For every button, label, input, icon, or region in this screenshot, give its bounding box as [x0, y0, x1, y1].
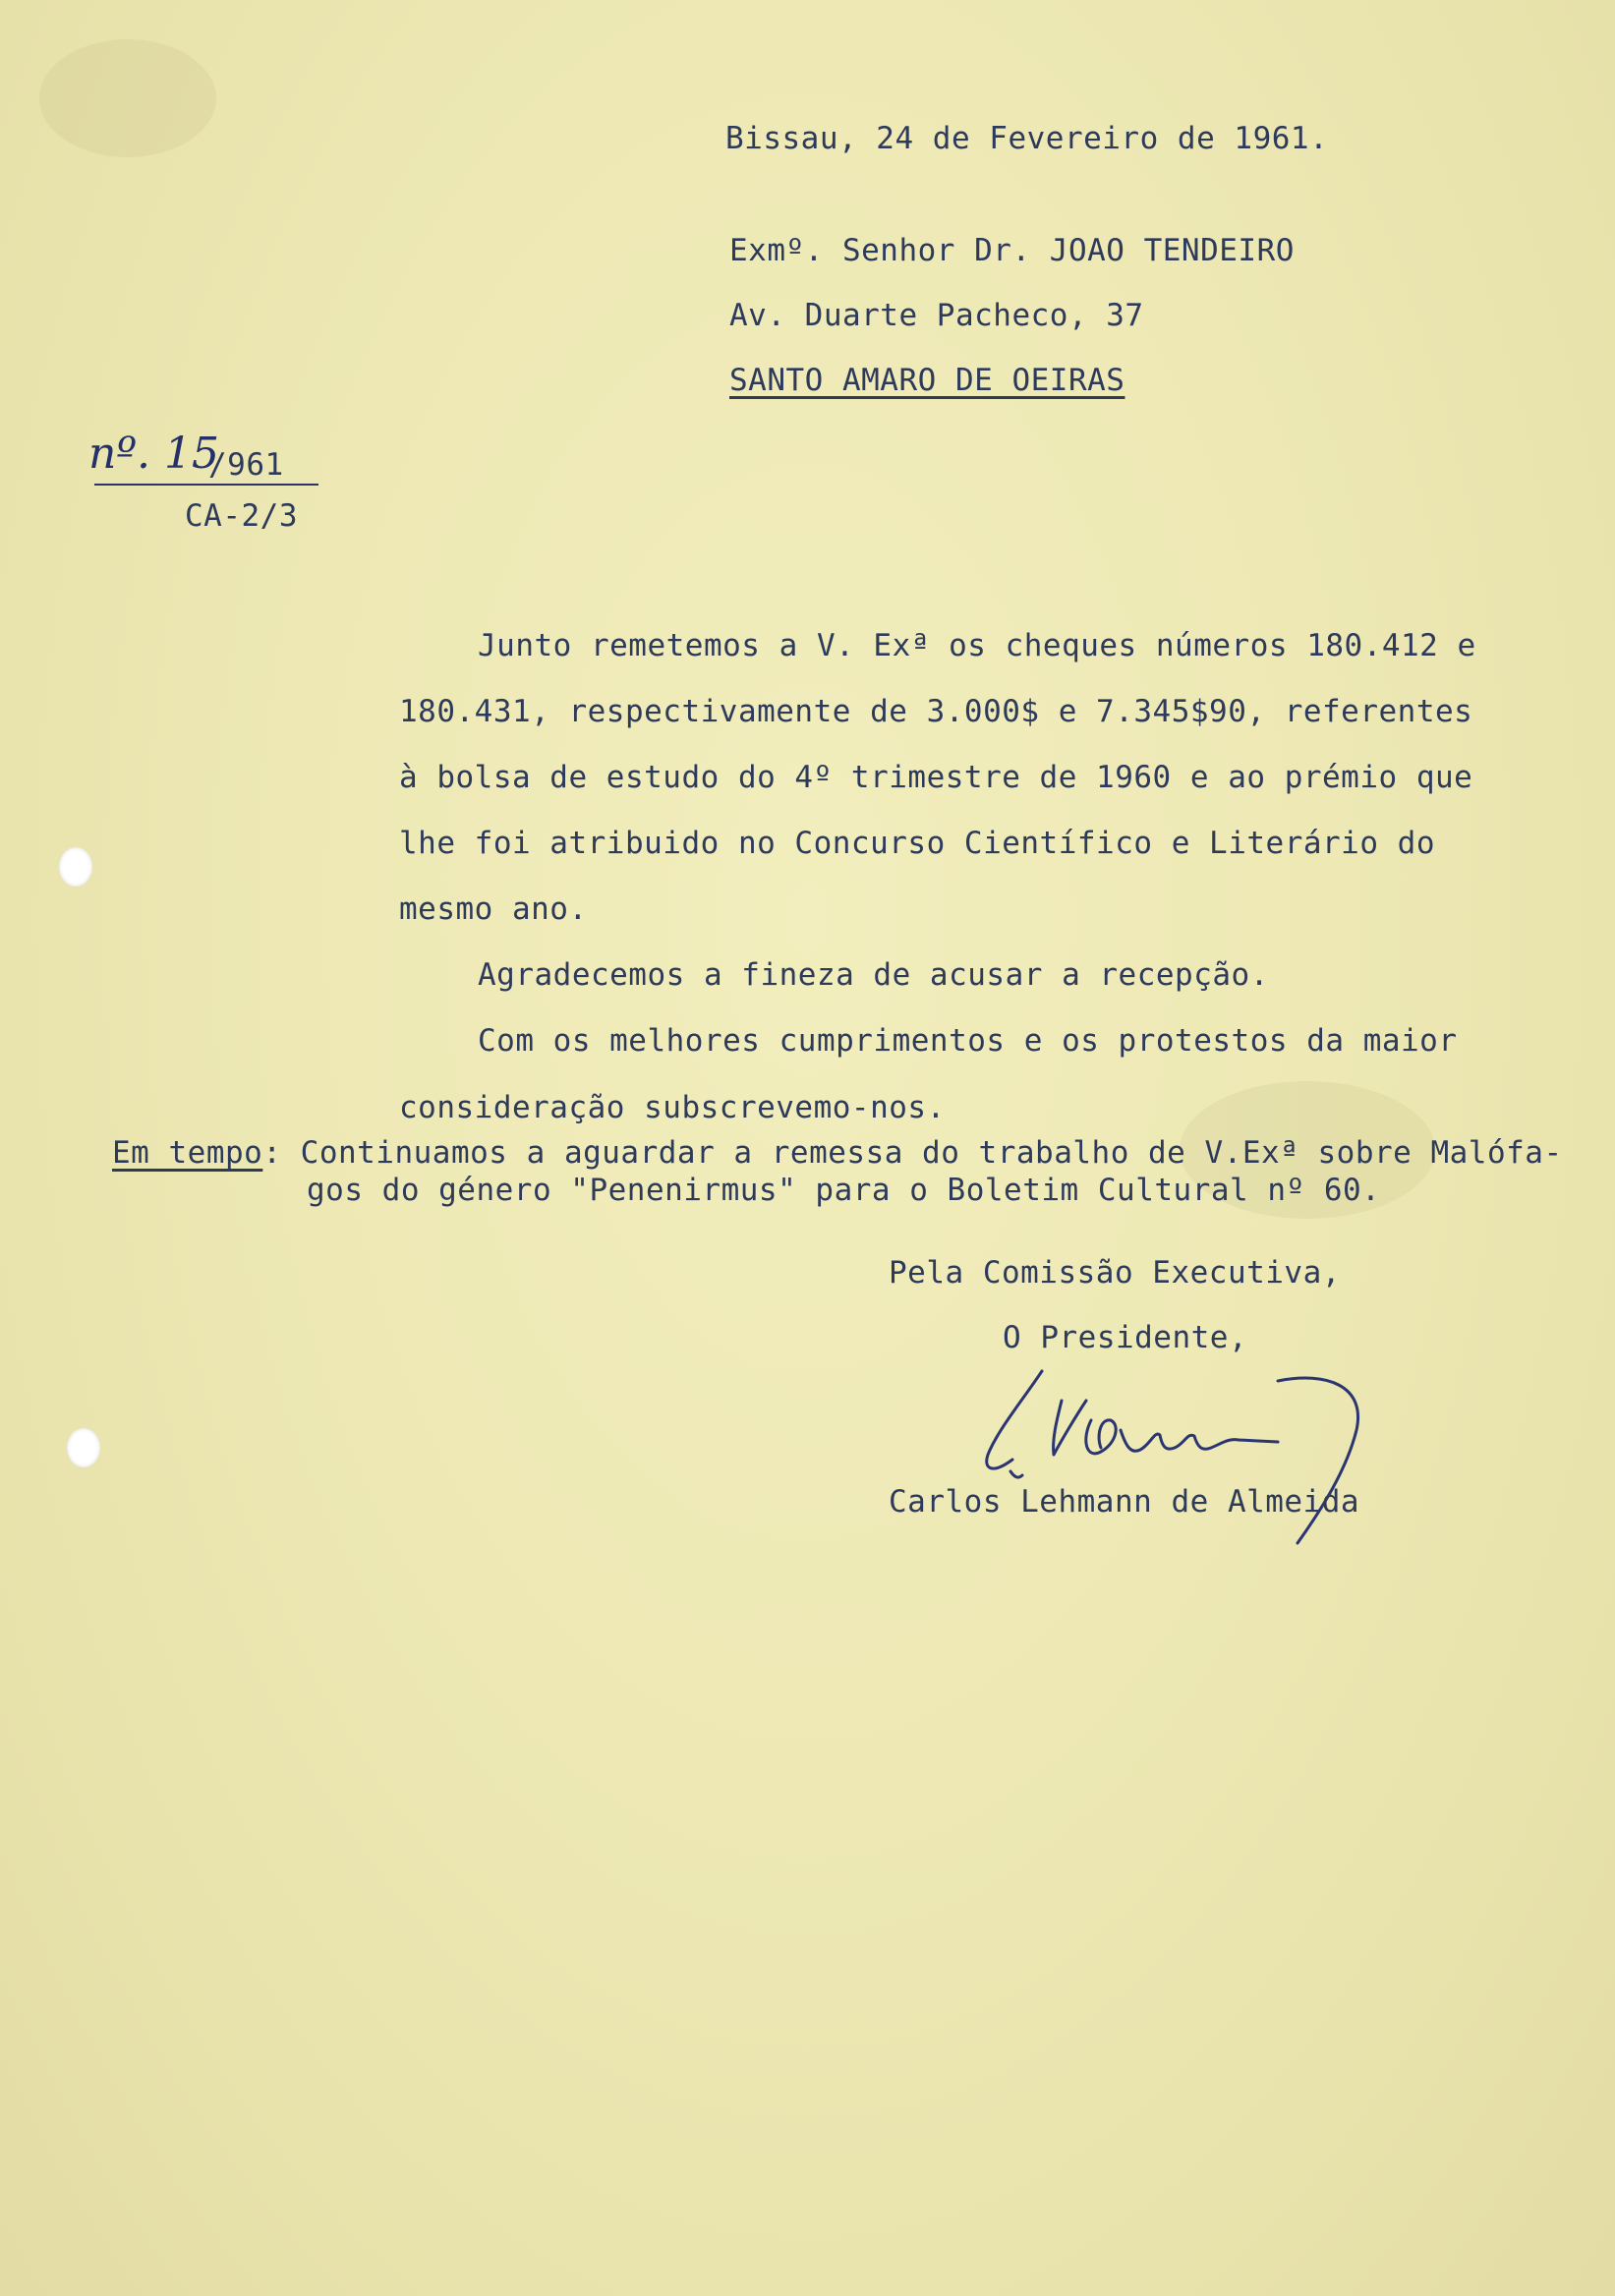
punch-hole-upper — [59, 847, 92, 887]
recipient-address: Av. Duarte Pacheco, 37 — [729, 298, 1144, 333]
postscript-line1: Continuamos a aguardar a remessa do trabalho de V.Exª sobre Malófa- — [300, 1135, 1563, 1171]
body-line: à bolsa de estudo do 4º trimestre de 1960 e ao prémio que — [399, 760, 1473, 795]
postscript-line2: gos do género "Penenirmus" para o Boletim Cultural nº 60. — [307, 1173, 1381, 1208]
signatory-name: Carlos Lehmann de Almeida — [889, 1484, 1360, 1520]
body-line: Junto remetemos a V. Exª os cheques números 180.412 e — [478, 628, 1476, 663]
closing-line2: O Presidente, — [1003, 1320, 1248, 1355]
signature-icon — [953, 1361, 1406, 1558]
punch-hole-lower — [67, 1428, 100, 1467]
reference-year: /961 — [208, 447, 284, 483]
postscript-colon: : — [262, 1135, 282, 1171]
recipient-city: SANTO AMARO DE OEIRAS — [729, 363, 1125, 398]
paper-stain — [39, 39, 216, 157]
body-line: lhe foi atribuido no Concurso Científico e Literário do — [399, 826, 1435, 861]
date-line: Bissau, 24 de Fevereiro de 1961. — [725, 121, 1329, 156]
reference-handwritten-number: nº. 15 — [88, 429, 219, 479]
body-line: mesmo ano. — [399, 891, 588, 927]
body-line: consideração subscrevemo-nos. — [399, 1090, 946, 1125]
body-line: 180.431, respectivamente de 3.000$ e 7.345$90, referentes — [399, 694, 1473, 729]
closing-line1: Pela Comissão Executiva, — [889, 1255, 1341, 1291]
recipient-name: Exmº. Senhor Dr. JOAO TENDEIRO — [729, 233, 1295, 268]
postscript-label: Em tempo — [112, 1135, 263, 1171]
body-line: Agradecemos a fineza de acusar a recepção. — [478, 957, 1269, 993]
postscript-first-line — [112, 1135, 1563, 1171]
reference-code: CA-2/3 — [185, 498, 298, 534]
reference-underline — [94, 484, 318, 486]
body-line: Com os melhores cumprimentos e os protestos da maior — [478, 1023, 1458, 1059]
